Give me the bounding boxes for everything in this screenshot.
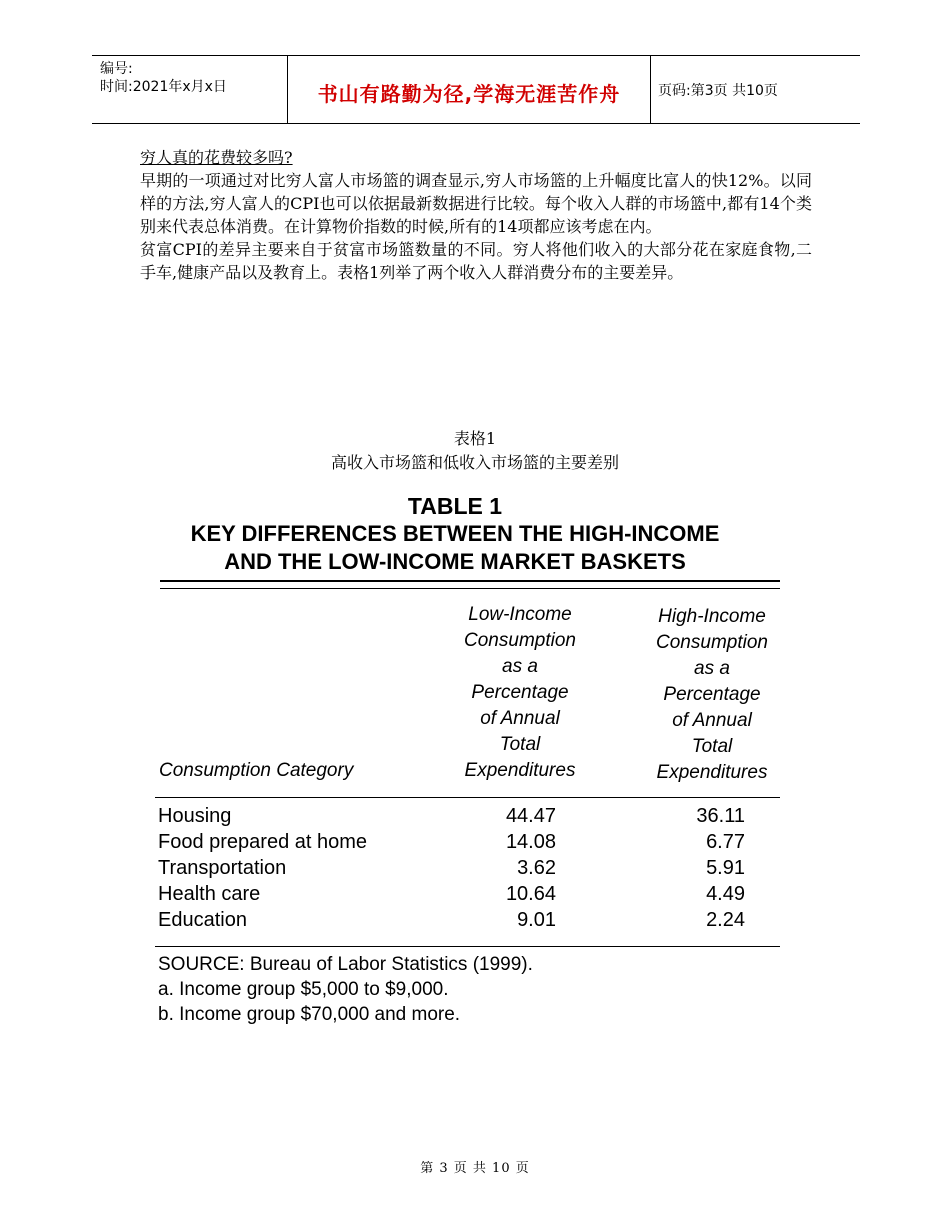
code-label: 编号: — [100, 61, 133, 77]
cell-high-income: 2.24 — [706, 909, 745, 931]
table-row — [158, 805, 783, 831]
header-line: Total — [499, 734, 541, 755]
cell-category: Food prepared at home — [158, 831, 368, 853]
header-line: as a — [502, 656, 538, 677]
cell-low-income: 44.47 — [505, 805, 556, 827]
cell-category: Education — [158, 909, 247, 931]
paragraph-2: 贫富CPI的差异主要来自于贫富市场篮数量的不同。穷人将他们收入的大部分花在家庭食物,二手车,健康产品以及教育上。表格1列举了两个收入人群消费分布的主要差异。 — [140, 240, 812, 282]
cell-low-income: 14.08 — [505, 831, 556, 853]
table-top-rule — [160, 580, 780, 589]
table-title-line: KEY DIFFERENCES BETWEEN THE HIGH-INCOME — [190, 521, 720, 546]
table-bottom-rule — [155, 946, 780, 947]
table-body — [158, 805, 783, 935]
column-header-low-income — [435, 602, 605, 784]
table-title — [155, 492, 755, 576]
cell-low-income: 9.01 — [517, 909, 556, 931]
cell-high-income: 5.91 — [706, 857, 745, 879]
page-header — [92, 55, 860, 124]
cell-high-income: 36.11 — [696, 805, 745, 827]
cell-category: Health care — [158, 883, 261, 905]
cell-low-income: 10.64 — [505, 883, 556, 905]
body-text — [140, 146, 812, 284]
cell-category: Transportation — [158, 857, 287, 879]
table-caption-title: 高收入市场篮和低收入市场篮的主要差别 — [330, 453, 619, 472]
header-line: as a — [694, 658, 730, 679]
header-line: of Annual — [672, 710, 752, 731]
page-footer: 第 3 页 共 10 页 — [420, 1161, 530, 1176]
header-line: Low-Income — [468, 604, 572, 625]
table-header-rule — [155, 797, 780, 798]
table-row — [158, 909, 783, 935]
header-line: Percentage — [471, 682, 569, 703]
column-header-high-income — [627, 604, 797, 786]
table-note-b: b. Income group $70,000 and more. — [158, 1004, 461, 1025]
header-meta — [100, 60, 280, 96]
table-title-line: AND THE LOW-INCOME MARKET BASKETS — [224, 549, 686, 574]
cell-low-income: 3.62 — [517, 857, 556, 879]
section-heading: 穷人真的花费较多吗? — [140, 148, 293, 167]
table-source: SOURCE: Bureau of Labor Statistics (1999). — [158, 954, 533, 975]
header-page-number: 页码:第3页 共10页 — [658, 83, 778, 99]
table-note-a: a. Income group $5,000 to $9,000. — [158, 979, 449, 1000]
paragraph-1: 早期的一项通过对比穷人富人市场篮的调查显示,穷人市场篮的上升幅度比富人的快12%。以同样的方法,穷人富人的CPI也可以依据最新数据进行比较。每个收入人群的市场篮中,都有14个类别来代表总体消费。在计算物价指数的时候,所有的14项都应该考虑在内。 — [140, 171, 812, 236]
column-header-category: Consumption Category — [159, 760, 354, 781]
header-line: Percentage — [663, 684, 761, 705]
cell-high-income: 4.49 — [706, 883, 745, 905]
header-motto: 书山有路勤为径,学海无涯苦作舟 — [317, 82, 621, 106]
scanned-table — [155, 492, 785, 1025]
cell-category: Housing — [158, 805, 232, 827]
header-line: Total — [691, 736, 733, 757]
header-line: High-Income — [658, 606, 766, 627]
header-divider — [650, 56, 651, 123]
table-row — [158, 857, 783, 883]
header-line: Expenditures — [656, 762, 768, 783]
table-notes — [158, 952, 533, 1027]
table-row — [158, 831, 783, 857]
table-title-line: TABLE 1 — [407, 493, 503, 519]
time-label: 时间:2021年x月x日 — [100, 79, 227, 95]
header-line: Consumption — [464, 630, 576, 651]
header-line: Expenditures — [464, 760, 576, 781]
header-line: Consumption — [656, 632, 768, 653]
table-caption-number: 表格1 — [453, 429, 497, 448]
table-row — [158, 883, 783, 909]
cell-high-income: 6.77 — [706, 831, 745, 853]
header-line: of Annual — [480, 708, 560, 729]
